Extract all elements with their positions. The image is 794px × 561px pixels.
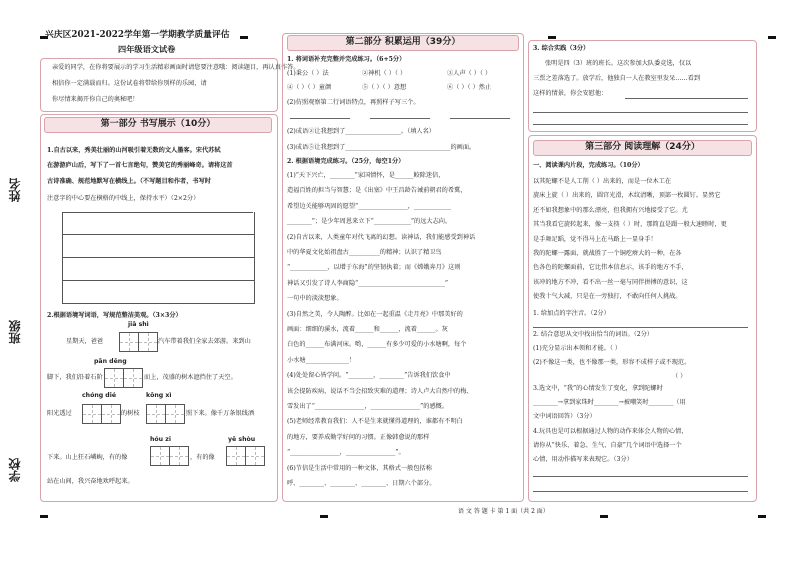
q2-body-line: 中的华夏文化始祖盘古__________的精神；认识了精卫鸟 <box>287 249 442 256</box>
instructions-line: 亲爱的同学，在你将要展示的学习生活精彩画面时请您要注意哦：阅读题目，再认真作答。 <box>52 64 300 71</box>
part3-title: 第三部分 阅读理解（24分） <box>533 140 752 156</box>
q2-text: 下来。山上狂石嶙峋，有的像 <box>47 454 128 461</box>
q3-line: 张明是四（3）班的班长。这次参加大队委竞选，仅以 <box>545 60 692 67</box>
pinyin-label: yě shòu <box>228 436 256 443</box>
q2-body-line: 画面：细细的溪水，流着______和______，流着______。灰 <box>287 326 448 333</box>
side-label-name: 姓名 <box>8 178 22 202</box>
q2-text: 星期天，爸爸 <box>66 338 104 345</box>
exam-subtitle: 四年级语文试卷 <box>118 44 176 54</box>
q2-text: 阳光透过 <box>47 410 72 417</box>
part3-q2a: (1)充分显示出本领和才能。（ ） <box>533 345 622 352</box>
part1-title: 第一部分 书写展示（10分） <box>44 117 272 133</box>
q2-text: ，有的像 <box>190 454 215 461</box>
instructions-line: 你尽情来揭开你自己的奥秘吧！ <box>52 96 139 103</box>
q2-text: 汽车带着我们全家去郊游。来到山 <box>158 338 251 345</box>
idiom-item: ③人声（ ）（ ） <box>447 70 492 77</box>
idiom-item: ②神机（ ）（ ） <box>362 70 407 77</box>
q2-body-line: 一句中的淡淡想象。 <box>287 295 343 303</box>
passage-line: 该冲的地方不冲，看不出一丝一毫与同伴拼搏的意识，这 <box>533 278 688 286</box>
q2-body-line: (5)老师经常教育我们：人不是生来就懂得道理的，谁都有不明白 <box>287 418 463 426</box>
answer-line[interactable] <box>533 476 748 477</box>
part3-q4c: 心情，用动作描写来表现它。（3分） <box>533 456 633 463</box>
answer-line[interactable] <box>370 118 430 119</box>
part2-q1-sub: (2)成语②让我想到了__________________。（填人名） <box>287 128 435 135</box>
side-label-school: 学校 <box>8 458 22 482</box>
char-box[interactable] <box>138 332 158 352</box>
q2-body-line: (2)自古以来，人类童年对代飞离的幻想。读神话，我们能感受到神话 <box>287 233 476 241</box>
answer-line[interactable] <box>625 98 748 99</box>
passage-line: 使我十气大减，只是在一旁独打，不敢向任何人挑战。 <box>533 293 682 301</box>
part1-q1-line: 在游游庐山后，写下了一首七言绝句，赞美它的秀丽峰奇。请将这首 <box>47 162 233 169</box>
q2-body-line: 希望边关能够巩固的愿望“________________，____________ <box>287 202 452 210</box>
corner-mark <box>240 36 248 39</box>
idiom-item: ④（ ）（ ）童颜 <box>287 84 332 91</box>
part3-q2: 2. 结合意思从文中找出恰当的词语。（2分） <box>533 331 654 338</box>
writing-grid-row[interactable] <box>62 258 255 281</box>
q2-text: 而上，茂盛的树木遮挡住了天空。 <box>144 374 237 381</box>
idiom-item: ⑤（ ）（ ）意想 <box>362 84 407 91</box>
char-box[interactable] <box>82 404 102 424</box>
char-box[interactable] <box>123 368 143 388</box>
passage-line: 我的陀螺一露面，就战胜了一个铜疙瘩大的一种，在各 <box>533 250 682 257</box>
char-box[interactable] <box>165 404 185 424</box>
q2-body-line: 小水塘______________！ <box>287 356 356 364</box>
part3-q3b: ________→拿到家珠时________→被嘲笑时________（用 <box>533 399 686 406</box>
idiom-item: (1)秉公（ ）法 <box>287 70 329 77</box>
pinyin-label: hóu zi <box>150 436 171 443</box>
char-box[interactable] <box>150 446 170 466</box>
part3-q1: 1. 给加点的字注音。（2分） <box>533 310 610 317</box>
passage-line: 其当我看它旋转起来，像一支筷（ ）时，那简直是蹑一般大速睦时，更 <box>533 221 727 229</box>
writing-grid-row[interactable] <box>62 281 255 304</box>
q2-body-line: (3)自然之美，令人陶醉。比如在一起重温《走月亮》中那美好的 <box>287 310 463 318</box>
part1-q2-title: 2.根据语境写词语，写规范整洁美观。（3×3分） <box>47 312 182 319</box>
answer-line[interactable] <box>450 118 510 119</box>
side-label-class: 班级 <box>8 320 22 344</box>
part2-q1-title: 1. 将词语补充完整并完成练习。（6+5分） <box>287 56 406 63</box>
part2-q1-sub: (3)成语⑤让我想到了__________________________________的画面。 <box>287 144 476 151</box>
q2-body-line: 呼、________、________、________、日期六个部分。 <box>287 480 436 487</box>
part3-sec1-title: 一、阅读课内片段，完成练习。（10分） <box>533 162 644 169</box>
writing-grid-row[interactable] <box>62 235 255 258</box>
answer-line[interactable] <box>290 118 350 119</box>
pinyin-label: pān dēng <box>94 358 127 365</box>
part1-q1-line: 注意字的中心要在横格的中线上，保持水平）（2×2分） <box>47 195 200 202</box>
q2-body-line: ________”；是少年周恩来立下“____________”的远大志向。 <box>287 218 452 226</box>
q2-text: 照下来。像千万条银线洒 <box>186 410 255 417</box>
part2b-panel <box>528 40 757 132</box>
pinyin-label: jiā shì <box>128 321 149 328</box>
part2-q2-title: 2. 根据语境完成练习。（25分，每空1分） <box>287 158 405 165</box>
corner-mark <box>768 36 776 39</box>
answer-line[interactable] <box>533 327 748 328</box>
q2-body-line: 神话又引发了诗人李商隐“____________________________” <box>287 279 449 287</box>
part3-q3c: 文中词语回答）（3分） <box>533 413 596 420</box>
q3-line: 三票之差落选了。放学后，他独自一人在教室里发呆……看到 <box>533 75 701 82</box>
instructions-line: 相信你一定满载而归。这份试卷将带给你别样的乐园，请 <box>52 80 207 87</box>
q2-text: 的树枝 <box>121 410 140 417</box>
part1-q1-line: 1.自古以来，秀美壮丽的山河吸引着无数的文人墨客。宋代苏轼 <box>47 147 221 154</box>
q2-body-line: 该会提防疾病，说话不当会招致灾难的道理；诗人卢大自然中的梅、 <box>287 387 473 395</box>
corner-mark <box>320 515 328 518</box>
passage-line: 还不如我想象中的那么漂亮，但我拥有兴地接受了它。尤 <box>533 206 688 214</box>
passage-line: 色各色的陀螺面前，它比伟本信息示，该手的地方不手， <box>533 264 688 272</box>
part3-q2b: (2)不像这一类，也不像那一类，形容不成样子或不现范。 <box>533 359 691 366</box>
answer-line[interactable] <box>533 124 748 125</box>
q2-body-line: (6)节信是生活中常用的一种文体，其格式一般包括称 <box>287 464 432 472</box>
q2-text: 站在山间，我兴奋地欢呼起来。 <box>47 478 134 485</box>
page-footer: 语 文 答 题 卡 第 1 面（共 2 面） <box>458 508 549 515</box>
pinyin-label: kōng xì <box>146 392 172 399</box>
part1-panel <box>40 114 278 502</box>
passage-line: 以其陀螺不是人工削（ ）出来的，而是一位木工在 <box>533 178 672 185</box>
char-box[interactable] <box>226 446 246 466</box>
corner-mark <box>600 515 608 518</box>
q2-body-line: (1)“天下兴亡，________”家国情怀，是______鲛除迷信， <box>287 172 445 179</box>
part3-q3: 3.选文中，“我”的心情发生了变化，拿到陀螺时 <box>533 385 663 392</box>
char-box[interactable] <box>169 446 189 466</box>
q2-body-line: “________________，________________”。 <box>287 449 405 457</box>
part3-q4b: 请你从“快乐、着急、生气、自豪”几个词语中选择一个 <box>533 442 682 449</box>
answer-line[interactable] <box>533 491 748 492</box>
q2-body-line: 雪发出了“________________，________________”的感慨。 <box>287 403 449 410</box>
passage-line: 旋床上旋（ ）出来的，圆宫光滑，木纹清晰，顶部一枚圆钉。显然它 <box>533 192 721 200</box>
char-box[interactable] <box>104 368 124 388</box>
passage-line: 是手舞足蹈，觉不得马上在马路上一显身手！ <box>533 235 657 243</box>
corner-mark <box>758 515 766 518</box>
char-box[interactable] <box>119 332 139 352</box>
q3-line: 这样的情景，你会安慰他： <box>533 90 608 97</box>
q2-body-line: 造福百姓的担当与智慧；是《出塞》中王昌龄告诫前朝君的希冀， <box>287 187 467 195</box>
part2-title: 第二部分 积累运用（39分） <box>287 35 519 51</box>
exam-title: 兴庆区2021-2022学年第一学期教学质量评估 <box>45 30 230 40</box>
part3-q2c: （ ） <box>672 373 687 380</box>
pinyin-label: chóng dié <box>82 392 117 399</box>
char-box[interactable] <box>101 404 121 424</box>
q2-body-line: 白色的______布满河床。哟，______有多少可爱的小水塘啊，每个 <box>287 341 467 349</box>
char-box[interactable] <box>146 404 166 424</box>
part3-q4: 4.玩具也是可以根据通过人物的动作来体会人物的心情， <box>533 428 688 435</box>
q2-body-line: “____________，以增于东海”的坚韧执着；而《嫦娥奔月》这则 <box>287 264 461 272</box>
q2-text: 脚下，我们沿着石阶 <box>47 374 103 381</box>
char-box[interactable] <box>245 446 265 466</box>
idiom-item: ⑥（ ）（ ）然止 <box>447 84 492 91</box>
writing-grid-row[interactable] <box>62 212 255 235</box>
part2b-q3-title: 3. 综合实践（3分） <box>533 45 590 52</box>
corner-mark <box>548 36 556 39</box>
q2-body-line: 的地方，要养成勤学好问的习惯。正像韩愈说的那样 <box>287 433 430 441</box>
answer-line[interactable] <box>533 112 748 113</box>
part2-q1-sub: (2)仿照观察第二行词语特点，再照样子写三个。 <box>287 99 420 106</box>
q2-body-line: (4)处处留心皆学问。“________，________”告诉我们饮食中 <box>287 372 451 380</box>
part1-q1-line: 古诗准确、规范地默写在横线上。（不写题目和作者，书写时 <box>47 178 211 185</box>
corner-mark <box>40 515 48 518</box>
